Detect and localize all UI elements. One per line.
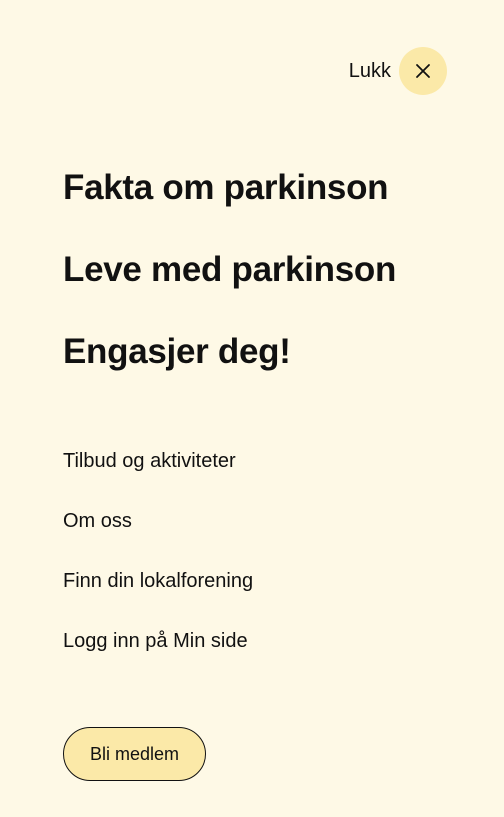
secondary-nav-item-om-oss	[63, 507, 253, 567]
secondary-nav-link-tilbud[interactable]: Tilbud og aktiviteter	[63, 450, 236, 472]
primary-nav-item-fakta	[63, 167, 396, 249]
primary-nav-link-leve[interactable]: Leve med parkinson	[63, 250, 397, 289]
become-member-button[interactable]: Bli medlem	[63, 727, 206, 781]
secondary-nav-link-lokalforening[interactable]: Finn din lokalforening	[63, 570, 254, 592]
secondary-nav-link-logg-inn[interactable]: Logg inn på Min side	[63, 630, 248, 652]
close-label[interactable]: Lukk	[348, 60, 391, 82]
close-button[interactable]	[399, 47, 447, 95]
primary-nav-item-engasjer	[63, 331, 396, 413]
primary-nav	[63, 167, 396, 413]
secondary-nav-item-tilbud	[63, 447, 253, 507]
primary-nav-link-fakta[interactable]: Fakta om parkinson	[63, 168, 389, 207]
primary-nav-link-engasjer[interactable]: Engasjer deg!	[63, 332, 291, 371]
secondary-nav-item-lokalforening	[63, 567, 253, 627]
primary-nav-item-leve	[63, 249, 396, 331]
secondary-nav	[63, 447, 253, 687]
secondary-nav-item-logg-inn	[63, 627, 253, 687]
close-menu-control[interactable]	[349, 47, 447, 95]
close-x-icon	[415, 63, 431, 79]
secondary-nav-link-om-oss[interactable]: Om oss	[63, 510, 132, 532]
